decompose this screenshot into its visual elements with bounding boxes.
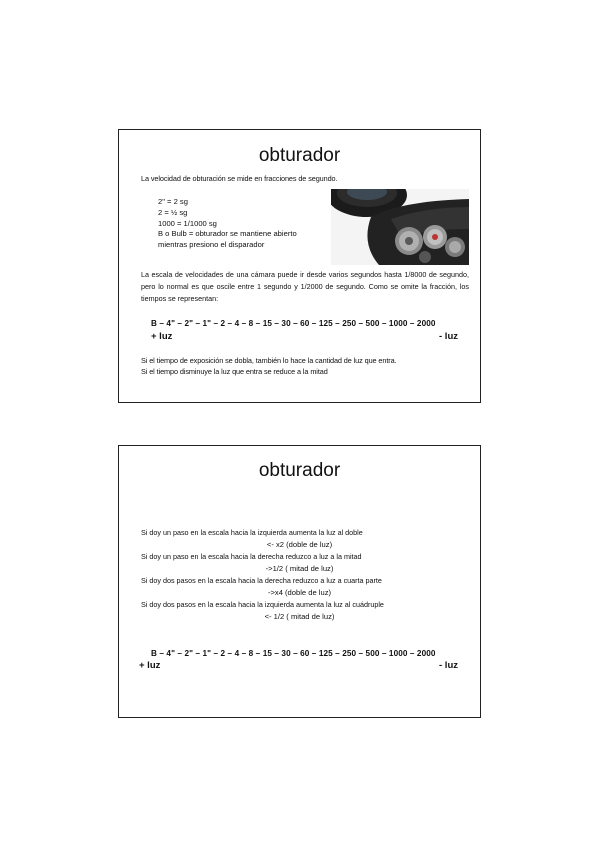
rule-result: <- 1/2 ( mitad de luz) bbox=[264, 612, 335, 621]
list-item: 2" = 2 sg bbox=[158, 197, 188, 206]
less-light-label: - luz bbox=[439, 331, 458, 342]
rule-text: Si doy dos pasos en la escala hacia la izquierda aumenta la luz al cuádruple bbox=[141, 600, 384, 609]
slide-title: obturador bbox=[258, 145, 341, 166]
shutter-scale: B – 4" – 2" – 1" – 2 – 4 – 8 – 15 – 30 – 60 – 125 – 250 – 500 – 1000 – 2000 bbox=[151, 319, 436, 328]
camera-image bbox=[331, 189, 469, 265]
rule-text: Si doy un paso en la escala hacia la derecha reduzco a luz a la mitad bbox=[141, 552, 362, 561]
list-item: B o Bulb = obturador se mantiene abierto bbox=[158, 229, 297, 239]
shutter-values-list bbox=[158, 197, 297, 251]
scale-paragraph: La escala de velocidades de una cámara puede ir desde varios segundos hasta 1/8000 de segundo, pero lo normal es que oscile entre 1 segundo y 1/2000 de segundo. Como se omite la fracción, los tiempos se representan: bbox=[141, 270, 469, 303]
more-light-label: + luz bbox=[139, 660, 161, 671]
slide-1 bbox=[118, 129, 481, 403]
shutter-scale: B – 4" – 2" – 1" – 2 – 4 – 8 – 15 – 30 – 60 – 125 – 250 – 500 – 1000 – 2000 bbox=[151, 649, 436, 658]
list-item: 2 = ½ sg bbox=[158, 207, 188, 217]
more-light-label: + luz bbox=[151, 331, 173, 342]
slide-2 bbox=[118, 445, 481, 718]
rule-result: ->x4 (doble de luz) bbox=[267, 588, 332, 597]
less-light-label: - luz bbox=[439, 660, 458, 671]
list-item: 1000 = 1/1000 sg bbox=[158, 218, 217, 228]
list-item: mientras presiono el disparador bbox=[158, 240, 265, 250]
intro-text: La velocidad de obturación se mide en fracciones de segundo. bbox=[141, 174, 338, 183]
note-double: Si el tiempo de exposición se dobla, también lo hace la cantidad de luz que entra. bbox=[141, 356, 397, 365]
rule-result: ->1/2 ( mitad de luz) bbox=[265, 564, 334, 573]
slide-title: obturador bbox=[258, 460, 341, 481]
rule-result: <- x2 (doble de luz) bbox=[266, 540, 333, 549]
note-half: Si el tiempo disminuye la luz que entra se reduce a la mitad bbox=[141, 367, 328, 376]
rule-text: Si doy dos pasos en la escala hacia la derecha reduzco a luz a cuarta parte bbox=[141, 576, 382, 585]
rule-text: Si doy un paso en la escala hacia la izquierda aumenta la luz al doble bbox=[141, 528, 363, 537]
